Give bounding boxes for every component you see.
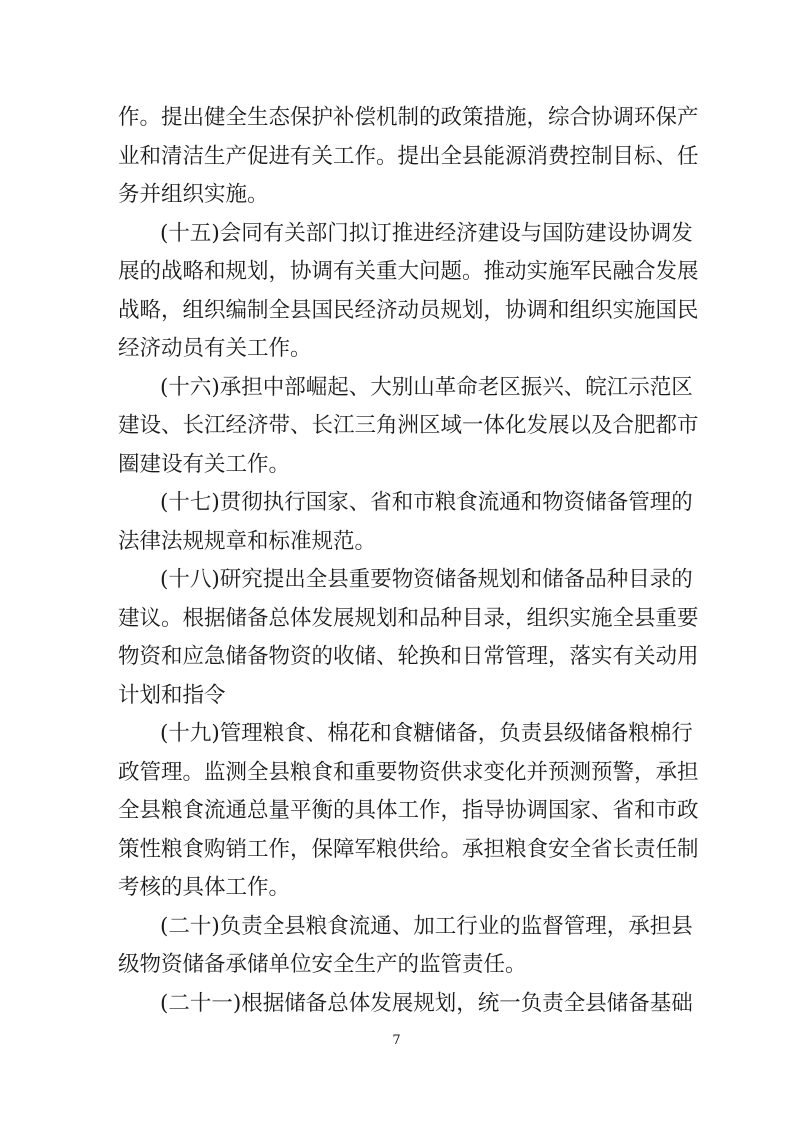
paragraph-line: 级物资储备承储单位安全生产的监管责任。 — [118, 952, 527, 977]
paragraph-line: 政管理。监测全县粮食和重要物资供求变化并预测预警，承担 — [118, 760, 699, 785]
paragraph-line: 业和清洁生产促进有关工作。提出全县能源消费控制目标、任 — [118, 144, 699, 169]
paragraph-line: 展的战略和规划，协调有关重大问题。推动实施军民融合发展 — [118, 259, 699, 284]
paragraph-line: 建设、长江经济带、长江三角洲区域一体化发展以及合肥都市 — [118, 413, 699, 438]
paragraph-line: 作。提出健全生态保护补偿机制的政策措施，综合协调环保产 — [118, 105, 699, 130]
paragraph-line: 全县粮食流通总量平衡的具体工作，指导协调国家、省和市政 — [118, 798, 699, 823]
paragraph-line: (十九)管理粮食、棉花和食糖储备，负责县级储备粮棉行 — [160, 721, 693, 746]
paragraph-line: (十五)会同有关部门拟订推进经济建设与国防建设协调发 — [160, 221, 693, 246]
paragraph-line: 建议。根据储备总体发展规划和品种目录，组织实施全县重要 — [118, 606, 699, 631]
paragraph-line: (十七)贯彻执行国家、省和市粮食流通和物资储备管理的 — [160, 490, 693, 515]
paragraph-line: (十六)承担中部崛起、大别山革命老区振兴、皖江示范区 — [160, 375, 693, 400]
paragraph-line: (十八)研究提出全县重要物资储备规划和储备品种目录的 — [160, 567, 693, 592]
paragraph-line: 考核的具体工作。 — [118, 875, 291, 900]
paragraph-line: 策性粮食购销工作，保障军粮供给。承担粮食安全省长责任制 — [118, 837, 699, 862]
paragraph-line: 计划和指令 — [118, 683, 226, 708]
paragraph-line: 圈建设有关工作。 — [118, 452, 291, 477]
page-number: 7 — [392, 1033, 401, 1048]
paragraph-line: 法律法规规章和标准规范。 — [118, 529, 377, 554]
paragraph-line: (二十一)根据储备总体发展规划，统一负责全县储备基础 — [160, 991, 693, 1016]
paragraph-line: (二十)负责全县粮食流通、加工行业的监督管理，承担县 — [160, 914, 693, 939]
paragraph-line: 经济动员有关工作。 — [118, 336, 312, 361]
paragraph-line: 物资和应急储备物资的收储、轮换和日常管理，落实有关动用 — [118, 644, 699, 669]
paragraph-line: 战略，组织编制全县国民经济动员规划，协调和组织实施国民 — [118, 298, 699, 323]
paragraph-line: 务并组织实施。 — [118, 182, 269, 207]
